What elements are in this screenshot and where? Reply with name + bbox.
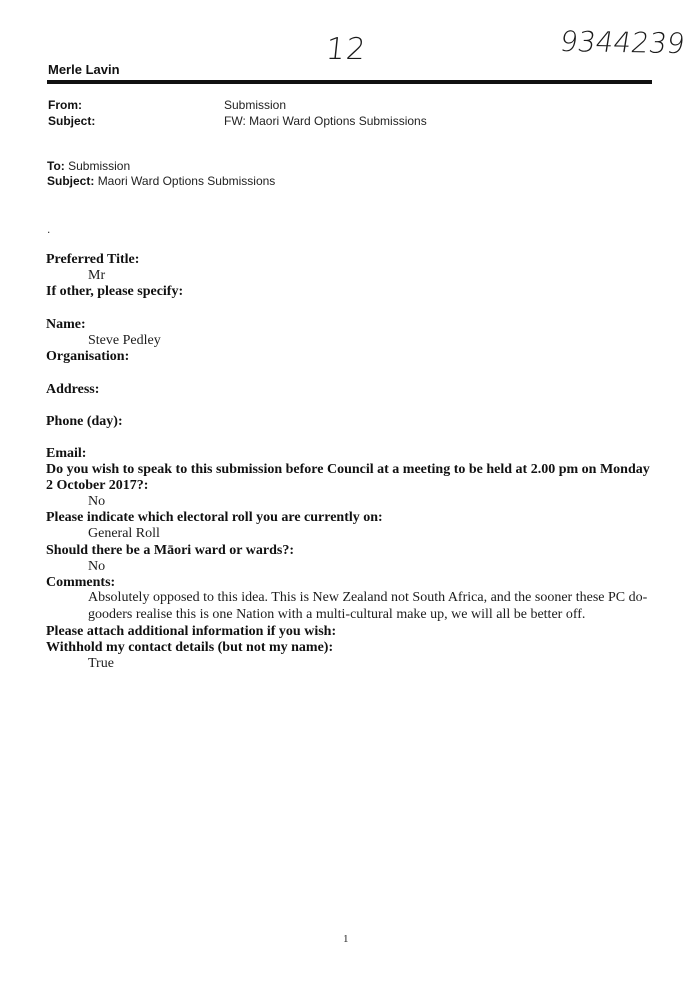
address-label: Address: xyxy=(46,382,100,397)
forwarded-subject-value: Maori Ward Options Submissions xyxy=(97,174,276,188)
if-other-label: If other, please specify: xyxy=(46,284,184,299)
header-divider xyxy=(47,80,652,84)
from-label: From: xyxy=(48,98,82,112)
electoral-roll-label: Please indicate which electoral roll you are currently on: xyxy=(46,510,383,525)
forwarded-subject-label: Subject: xyxy=(47,174,95,188)
electoral-roll-value: General Roll xyxy=(88,526,160,541)
maori-ward-label: Should there be a Māori ward or wards?: xyxy=(46,543,294,558)
speak-answer: No xyxy=(88,494,106,509)
withhold-details-value: True xyxy=(88,656,114,671)
forwarded-to-value: Submission xyxy=(68,159,131,173)
organisation-label: Organisation: xyxy=(46,349,130,364)
handwritten-page-number: 12 xyxy=(324,32,369,67)
maori-ward-value: No xyxy=(88,559,106,574)
email-label: Email: xyxy=(46,446,87,461)
name-value: Steve Pedley xyxy=(88,333,161,348)
forwarded-to-line xyxy=(47,159,130,173)
subject-label: Subject: xyxy=(48,114,96,128)
phone-label: Phone (day): xyxy=(46,414,123,429)
preferred-title-value: Mr xyxy=(88,268,106,283)
speak-question-label: Do you wish to speak to this submission before Council at a meeting to be held at 2.00 pm on Monday 2 October 2017?: xyxy=(46,462,650,493)
page-number: 1 xyxy=(343,933,349,945)
handwritten-reference-number: 9344239 xyxy=(557,24,688,61)
comments-label: Comments: xyxy=(46,575,116,590)
stray-dot: . xyxy=(47,222,51,236)
forwarded-to-label: To: xyxy=(47,159,65,173)
from-value: Submission xyxy=(224,98,287,112)
preferred-title-label: Preferred Title: xyxy=(46,252,140,267)
subject-value: FW: Maori Ward Options Submissions xyxy=(224,114,427,128)
name-label: Name: xyxy=(46,317,86,332)
comments-value: Absolutely opposed to this idea. This is New Zealand not South Africa, and the sooner these PC do-gooders realise this is one Nation with a multi-cultural make up, we will all be better off. xyxy=(88,590,648,622)
mailbox-owner-name: Merle Lavin xyxy=(48,62,120,77)
withhold-details-label: Withhold my contact details (but not my name): xyxy=(46,640,334,655)
attach-info-label: Please attach additional information if you wish: xyxy=(46,624,337,639)
forwarded-subject-line xyxy=(47,174,275,188)
